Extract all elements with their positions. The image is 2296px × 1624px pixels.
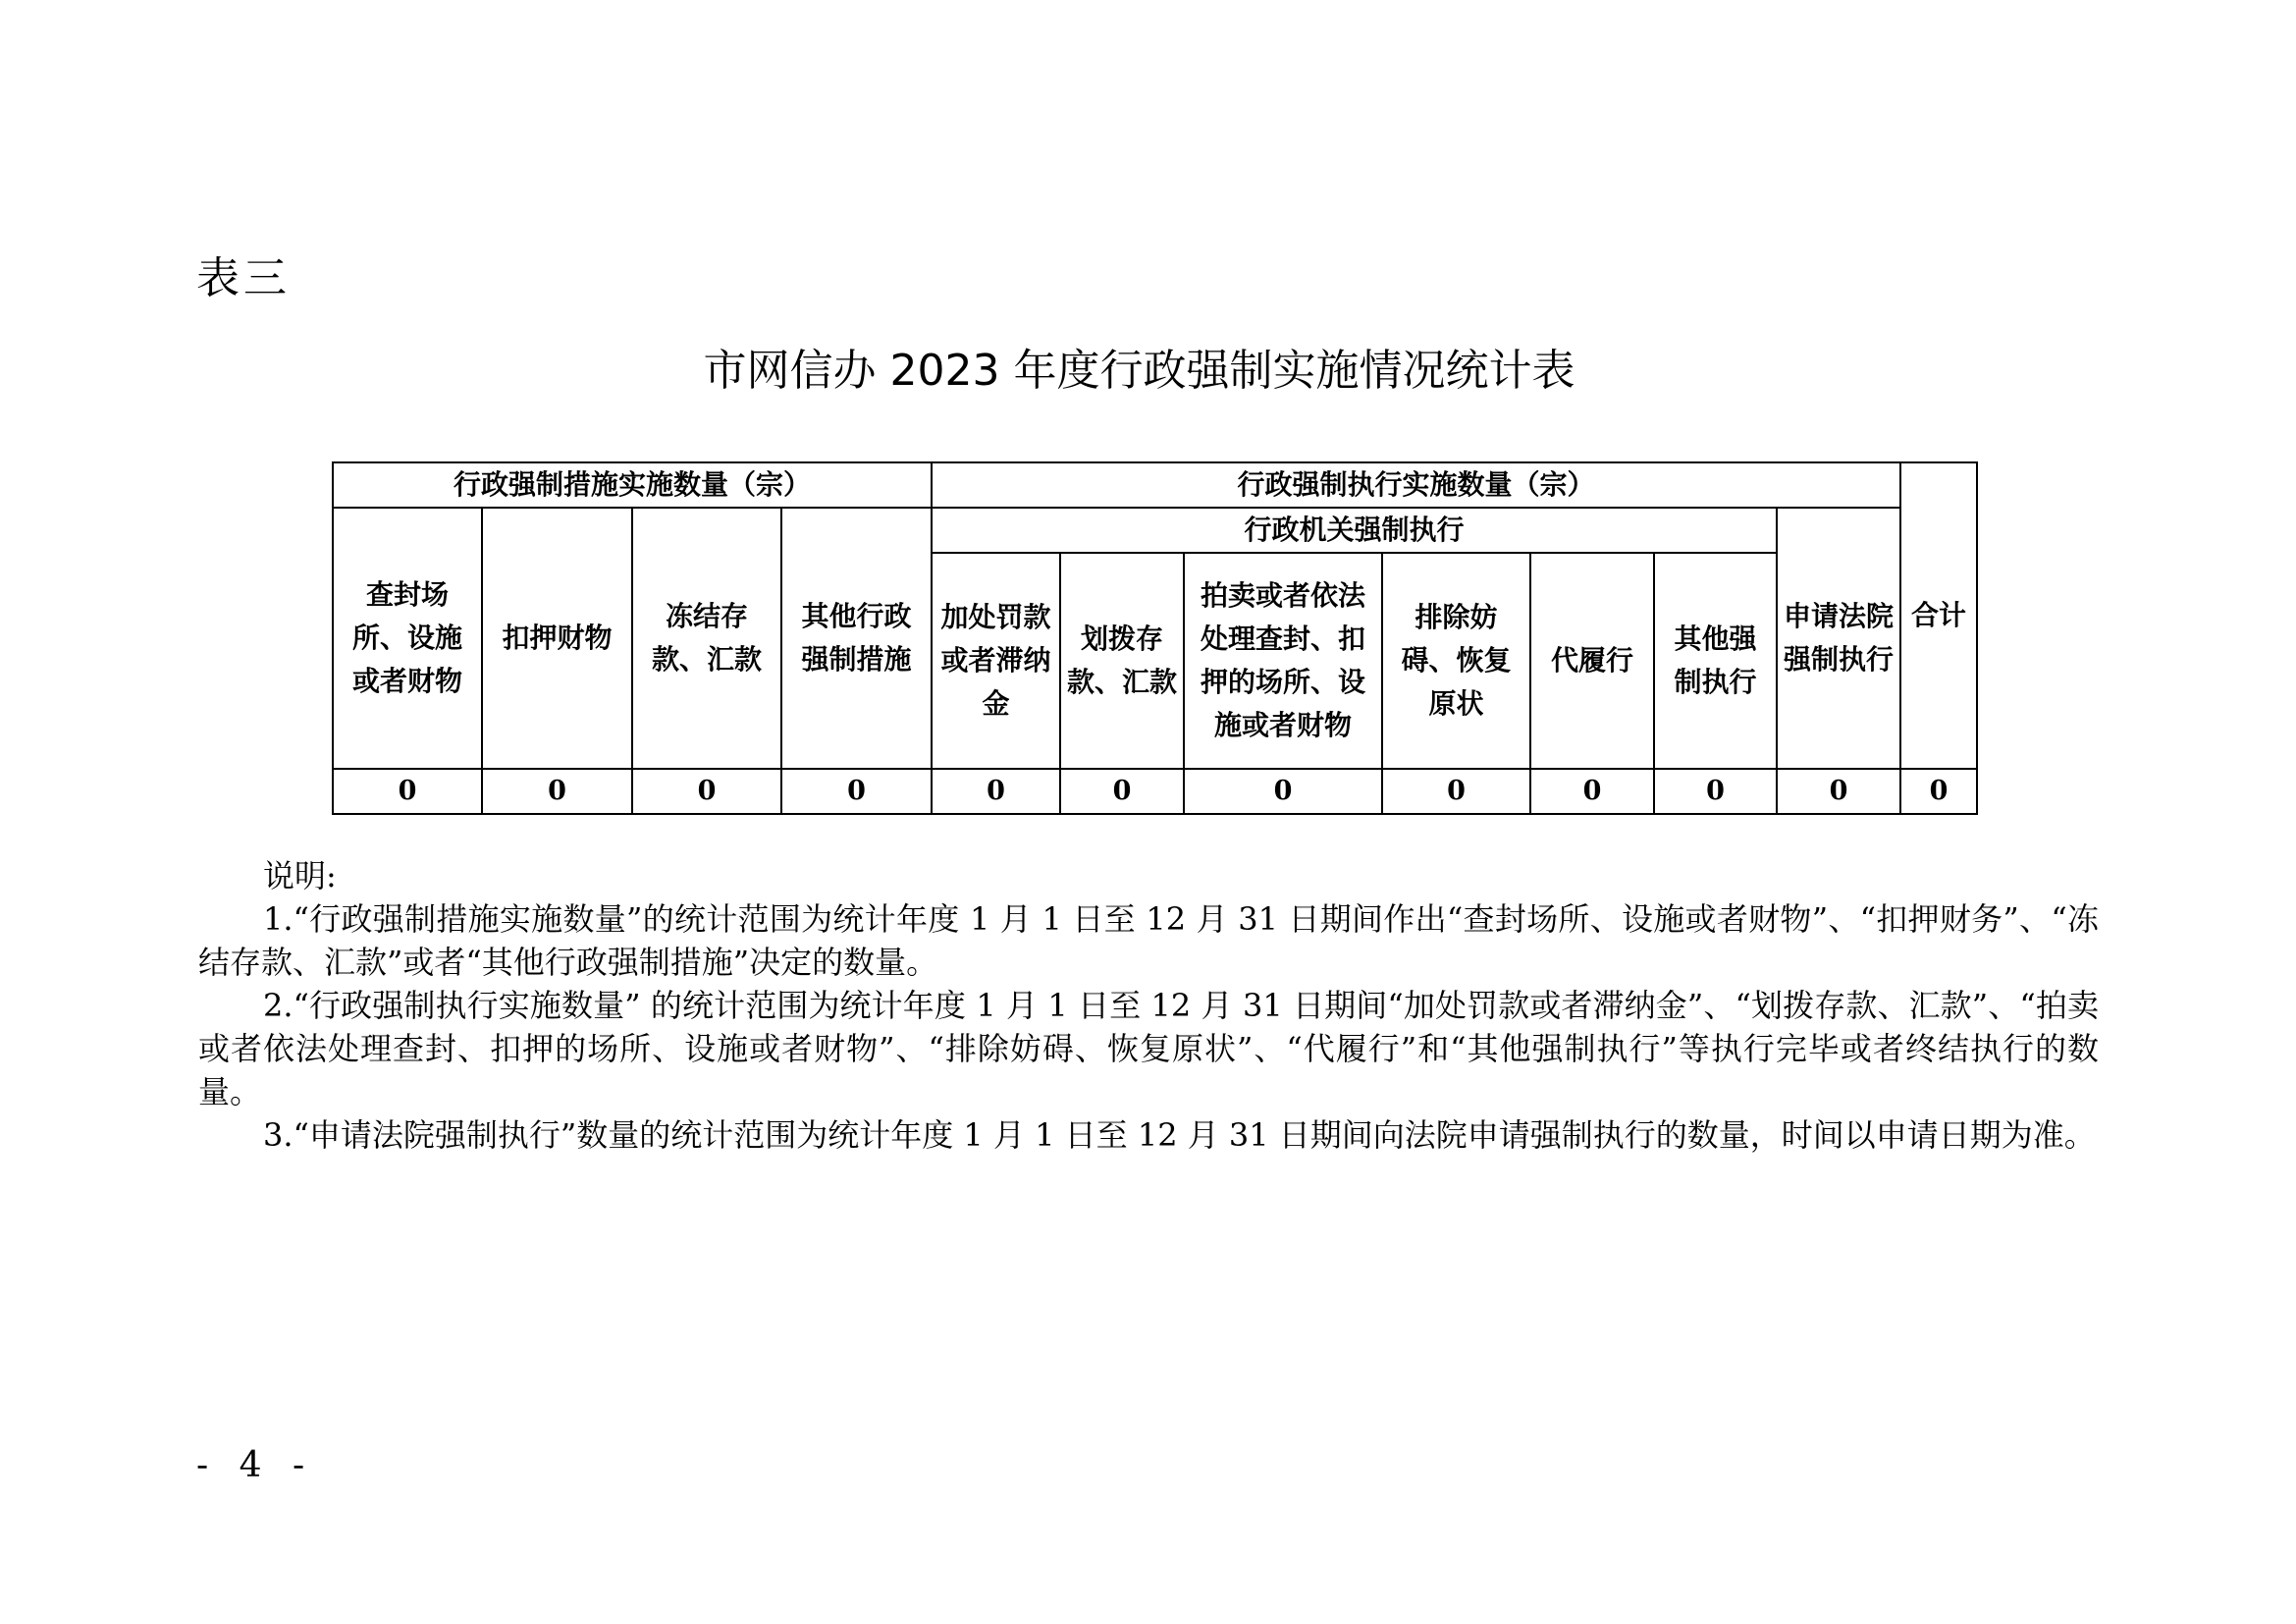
header-late-fee: 加处罚款或者滞纳金 — [932, 553, 1060, 769]
table-row — [333, 769, 1977, 814]
value-court: 0 — [1777, 769, 1900, 814]
value-other-measures: 0 — [781, 769, 932, 814]
notes-heading: 说明: — [263, 857, 337, 894]
header-measures-group: 行政强制措施实施数量（宗） — [333, 462, 932, 508]
header-auction: 拍卖或者依法处理查封、扣押的场所、设施或者财物 — [1184, 553, 1382, 769]
value-freeze: 0 — [632, 769, 781, 814]
value-substitute: 0 — [1530, 769, 1654, 814]
value-late-fee: 0 — [932, 769, 1060, 814]
value-auction: 0 — [1184, 769, 1382, 814]
header-enforcement-group: 行政强制执行实施数量（宗） — [932, 462, 1900, 508]
header-seize: 扣押财物 — [482, 508, 632, 769]
header-seal: 查封场所、设施或者财物 — [333, 508, 482, 769]
header-court: 申请法院强制执行 — [1777, 508, 1900, 769]
document-title — [0, 346, 2296, 398]
page-number: - 4 - — [196, 1445, 315, 1486]
value-seal: 0 — [333, 769, 482, 814]
header-admin-organ-group: 行政机关强制执行 — [932, 508, 1777, 553]
note-item-3: 3.“申请法院强制执行”数量的统计范围为统计年度 1 月 1 日至 12 月 31 日期间向法院申请强制执行的数量，时间以申请日期为准。 — [263, 1116, 2096, 1154]
header-substitute: 代履行 — [1530, 553, 1654, 769]
note-item-2: 2.“行政强制执行实施数量” 的统计范围为统计年度 1 月 1 日至 12 月 31 日期间“加处罚款或者滞纳金”、“划拨存款、汇款”、“拍卖或者依法处理查封、扣押的场所、设施或者财物”、“排除妨碍、恢复原状”、“代履行”和“其他强制执行”等执行完毕或者终结执行的数量。 — [198, 987, 2099, 1110]
value-total: 0 — [1900, 769, 1977, 814]
header-other-enforcement: 其他强制执行 — [1654, 553, 1777, 769]
header-other-measures: 其他行政强制措施 — [781, 508, 932, 769]
header-row-subgroups — [333, 508, 1977, 553]
document-title-text: 市网信办 2023 年度行政强制实施情况统计表 — [703, 346, 1575, 396]
header-transfer: 划拨存款、汇款 — [1060, 553, 1184, 769]
note-item-1: 1.“行政强制措施实施数量”的统计范围为统计年度 1 月 1 日至 12 月 31 日期间作出“查封场所、设施或者财物”、“扣押财务”、“冻结存款、汇款”或者“其他行政强制措施”决定的数量。 — [198, 900, 2099, 981]
header-total: 合计 — [1900, 462, 1977, 769]
value-remove: 0 — [1382, 769, 1530, 814]
value-seize: 0 — [482, 769, 632, 814]
value-other-enforcement: 0 — [1654, 769, 1777, 814]
value-transfer: 0 — [1060, 769, 1184, 814]
header-freeze: 冻结存款、汇款 — [632, 508, 781, 769]
notes-section — [198, 854, 2099, 1157]
page-label: 表三 — [196, 253, 291, 303]
header-row-groups — [333, 462, 1977, 508]
header-remove: 排除妨碍、恢复原状 — [1382, 553, 1530, 769]
statistics-table — [332, 461, 1978, 815]
